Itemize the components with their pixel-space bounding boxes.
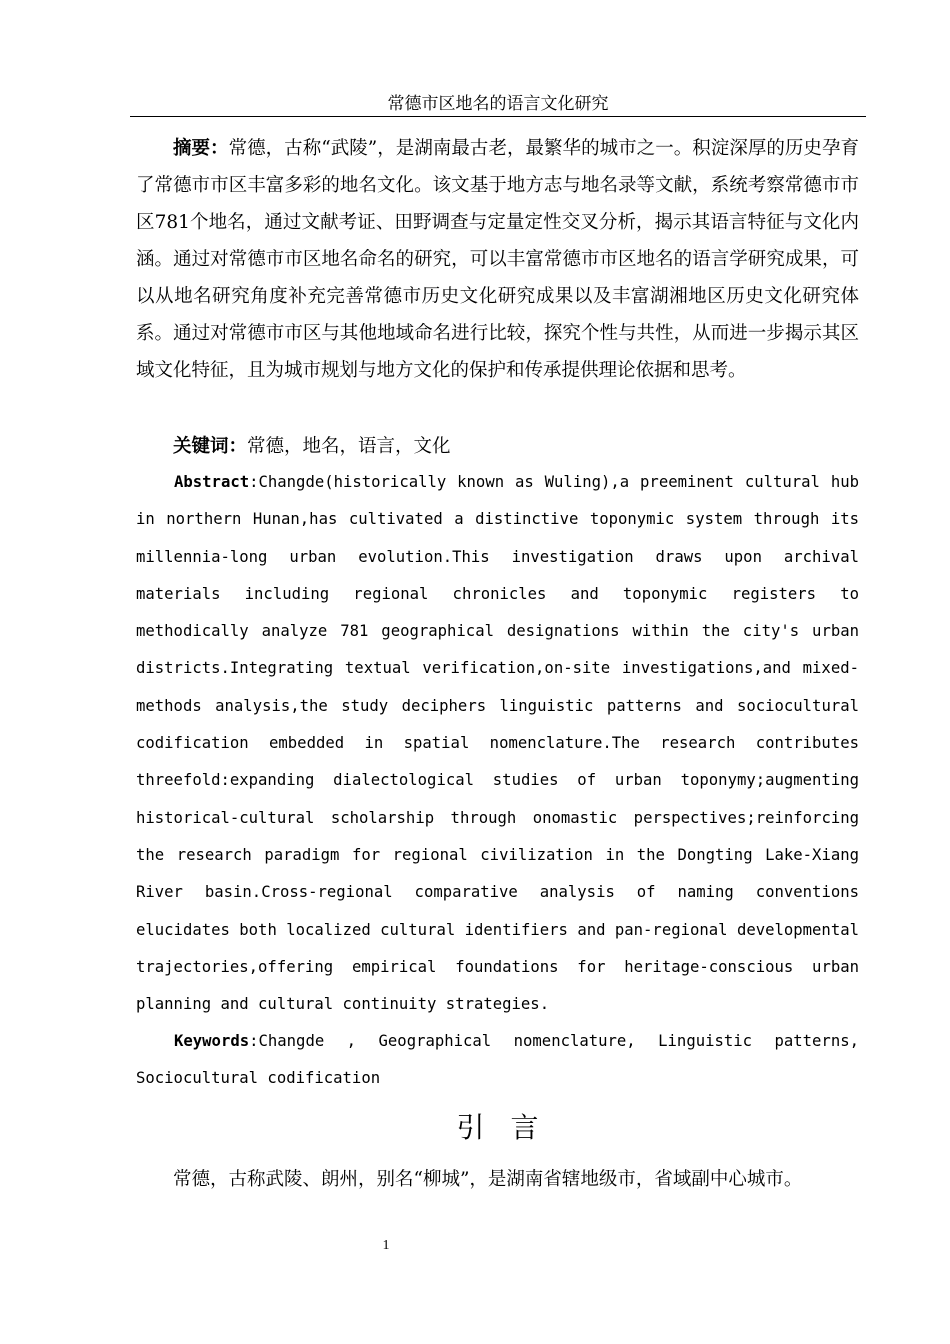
- header-rule: [130, 116, 866, 117]
- introduction-title: 引言: [456, 1111, 565, 1144]
- running-header: 常德市区地名的语言文化研究: [387, 94, 609, 114]
- abstract-en-text: :Changde(historically known as Wuling),a preeminent cultural hub in northern Hunan,has cultivated a distinctive toponymic system through its millennia-long urban evolution.This investigation draws upon archival materials including regional chronicles and toponymic registers to methodically analyze 781 geographical designations within the city's urban districts.Integrating textual verification,on-site investigations,and mixed-methods analysis,the study deciphers linguistic patterns and sociocultural codification embedded in spatial nomenclature.The research contributes threefold:expanding dialectological studies of urban toponymy;augmenting historical-cultural scholarship through onomastic perspectives;reinforcing the research paradigm for regional civilization in the Dongting Lake-Xiang River basin.Cross-regional comparative analysis of naming conventions elucidates both localized cultural identifiers and pan-regional developmental trajectories,offering empirical foundations for heritage-conscious urban planning and cultural continuity strategies.: [136, 473, 859, 1014]
- abstract-zh-text: 常德，古称“武陵”，是湖南最古老，最繁华的城市之一。积淀深厚的历史孕育了常德市市区丰富多彩的地名文化。该文基于地方志与地名录等文献，系统考察常德市市区781个地名，通过文献考证、田野调查与定量定性交叉分析，揭示其语言特征与文化内涵。通过对常德市市区地名命名的研究，可以丰富常德市市区地名的语言学研究成果，可以从地名研究角度补充完善常德市历史文化研究成果以及丰富湖湘地区历史文化研究体系。通过对常德市市区与其他地域命名进行比较，探究个性与共性，从而进一步揭示其区域文化特征，且为城市规划与地方文化的保护和传承提供理论依据和思考。: [136, 138, 859, 381]
- keywords-zh-text: 常德，地名，语言，文化: [247, 436, 451, 457]
- keywords-zh-label: 关键词：: [173, 436, 248, 457]
- keywords-en: [136, 1023, 859, 1098]
- abstract-en: [136, 464, 859, 1023]
- page-number: 1: [382, 1238, 390, 1253]
- keywords-zh: [136, 428, 859, 465]
- introduction-paragraph: 常德，古称武陵、朗州，别名“柳城”，是湖南省辖地级市，省域副中心城市。: [173, 1169, 803, 1190]
- abstract-zh-label: 摘要：: [173, 138, 229, 159]
- keywords-en-label: Keywords: [174, 1032, 250, 1050]
- abstract-zh: [136, 130, 859, 389]
- abstract-en-label: Abstract: [174, 473, 250, 491]
- keywords-en-text: :Changde , Geographical nomenclature, Linguistic patterns, Sociocultural codification: [136, 1032, 859, 1088]
